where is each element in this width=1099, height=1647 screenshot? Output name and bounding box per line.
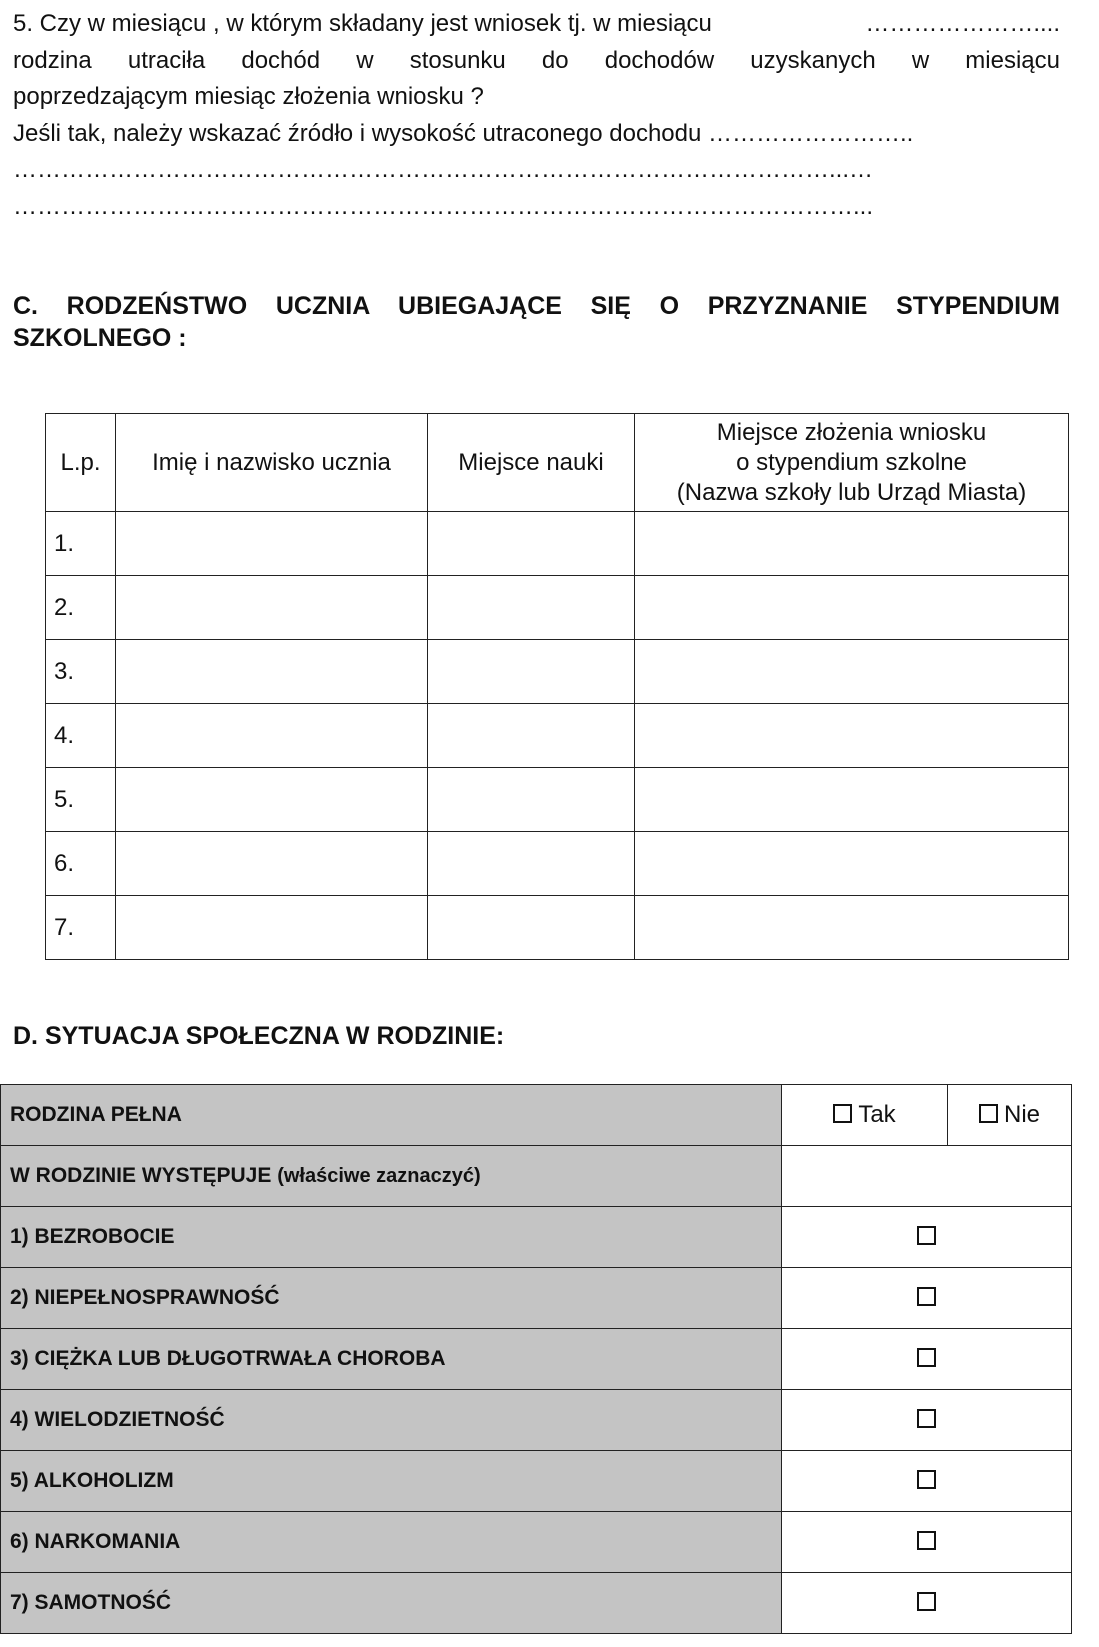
situation-checkbox-cell[interactable]: [782, 1268, 1072, 1329]
situation-checkbox-cell[interactable]: [782, 1451, 1072, 1512]
list-item: [1, 1573, 1072, 1634]
question-5-line-2: [13, 43, 1060, 80]
student-name-cell[interactable]: [116, 704, 428, 768]
table-row: [46, 640, 1069, 704]
school-place-cell[interactable]: [428, 704, 635, 768]
school-place-cell[interactable]: [428, 576, 635, 640]
col-lp: L.p.: [46, 414, 116, 512]
list-item: [1, 1451, 1072, 1512]
situation-checkbox-cell[interactable]: [782, 1390, 1072, 1451]
col-submission-line-2: o stypendium szkolne: [736, 448, 967, 476]
siblings-table-header: [46, 414, 1069, 512]
siblings-table: [45, 413, 1069, 960]
occurs-label-text: W RODZINIE WYSTĘPUJE: [10, 1164, 272, 1187]
full-family-no-option[interactable]: [948, 1085, 1072, 1146]
school-place-cell[interactable]: [428, 640, 635, 704]
list-item: [1, 1512, 1072, 1573]
full-family-label: RODZINA PEŁNA: [1, 1085, 782, 1146]
situation-checkbox-cell[interactable]: [782, 1329, 1072, 1390]
school-place-cell[interactable]: [428, 768, 635, 832]
question-5-line-6[interactable]: ……………………………………………………………………………………………...: [13, 192, 874, 220]
question-5-line-3: poprzedzającym miesiąc złożenia wniosku ?: [13, 83, 484, 110]
col-place: Miejsce nauki: [428, 414, 635, 512]
row-number: 4.: [46, 704, 116, 768]
row-number: 3.: [46, 640, 116, 704]
school-place-cell[interactable]: [428, 896, 635, 960]
school-place-cell[interactable]: [428, 512, 635, 576]
situation-checkbox-cell[interactable]: [782, 1573, 1072, 1634]
checkbox-icon[interactable]: [917, 1409, 936, 1428]
table-row: [46, 832, 1069, 896]
checkbox-icon[interactable]: [917, 1531, 936, 1550]
student-name-cell[interactable]: [116, 832, 428, 896]
section-d-heading: D. SYTUACJA SPOŁECZNA W RODZINIE:: [13, 1022, 505, 1050]
occurs-row: [1, 1146, 1072, 1207]
table-row: [46, 768, 1069, 832]
list-item: [1, 1390, 1072, 1451]
list-item: [1, 1207, 1072, 1268]
question-5-month-field[interactable]: …………………....: [865, 10, 1060, 37]
submission-place-cell[interactable]: [635, 640, 1069, 704]
student-name-cell[interactable]: [116, 576, 428, 640]
situation-label: 5) ALKOHOLIZM: [1, 1451, 782, 1512]
full-family-yes-option[interactable]: [782, 1085, 948, 1146]
section-c-heading-text-1: C. RODZEŃSTWO UCZNIA UBIEGAJĄCE SIĘ O PRZYZNANIE STYPENDIUM: [13, 292, 1060, 320]
situation-label: 7) SAMOTNOŚĆ: [1, 1573, 782, 1634]
section-c-heading-line-1: [13, 290, 1060, 322]
col-submission-line-1: Miejsce złożenia wniosku: [716, 418, 987, 446]
situation-checkbox-cell[interactable]: [782, 1207, 1072, 1268]
col-name: Imię i nazwisko ucznia: [116, 414, 428, 512]
checkbox-icon[interactable]: [917, 1226, 936, 1245]
student-name-cell[interactable]: [116, 896, 428, 960]
checkbox-icon[interactable]: [917, 1287, 936, 1306]
full-family-row: [1, 1085, 1072, 1146]
table-row: [46, 576, 1069, 640]
question-5: [13, 6, 1060, 225]
row-number: 7.: [46, 896, 116, 960]
occurs-label: [1, 1146, 782, 1207]
school-place-cell[interactable]: [428, 832, 635, 896]
question-5-line-4[interactable]: Jeśli tak, należy wskazać źródło i wysokość utraconego dochodu ……………………..: [13, 119, 914, 147]
list-item: [1, 1268, 1072, 1329]
table-row: [46, 512, 1069, 576]
table-row: [46, 704, 1069, 768]
submission-place-cell[interactable]: [635, 832, 1069, 896]
question-5-text-2: rodzina utraciła dochód w stosunku do dochodów uzyskanych w miesiącu: [13, 46, 1060, 74]
situation-label: 1) BEZROBOCIE: [1, 1207, 782, 1268]
row-number: 5.: [46, 768, 116, 832]
checkbox-icon[interactable]: [917, 1470, 936, 1489]
submission-place-cell[interactable]: [635, 896, 1069, 960]
row-number: 1.: [46, 512, 116, 576]
social-situation-table: [0, 1084, 1072, 1634]
checkbox-icon[interactable]: [979, 1104, 998, 1123]
submission-place-cell[interactable]: [635, 704, 1069, 768]
section-c-heading: [13, 290, 1060, 354]
submission-place-cell[interactable]: [635, 512, 1069, 576]
student-name-cell[interactable]: [116, 640, 428, 704]
col-submission-line-3: (Nazwa szkoły lub Urząd Miasta): [676, 478, 1027, 506]
section-c-heading-line-2: SZKOLNEGO :: [13, 324, 187, 352]
row-number: 6.: [46, 832, 116, 896]
submission-place-cell[interactable]: [635, 768, 1069, 832]
situation-checkbox-cell[interactable]: [782, 1512, 1072, 1573]
situation-label: 2) NIEPEŁNOSPRAWNOŚĆ: [1, 1268, 782, 1329]
row-number: 2.: [46, 576, 116, 640]
situation-label: 4) WIELODZIETNOŚĆ: [1, 1390, 782, 1451]
list-item: [1, 1329, 1072, 1390]
question-5-text-1: 5. Czy w miesiącu , w którym składany jest wniosek tj. w miesiącu: [13, 10, 712, 37]
situation-label: 6) NARKOMANIA: [1, 1512, 782, 1573]
question-5-line-5[interactable]: …………………………………………………………………………………………...…: [13, 156, 874, 183]
situation-label: 3) CIĘŻKA LUB DŁUGOTRWAŁA CHOROBA: [1, 1329, 782, 1390]
full-family-yes-label: Tak: [858, 1101, 896, 1128]
student-name-cell[interactable]: [116, 512, 428, 576]
col-submission: [635, 414, 1069, 512]
submission-place-cell[interactable]: [635, 576, 1069, 640]
occurs-note: (właściwe zaznaczyć): [277, 1165, 481, 1187]
checkbox-icon[interactable]: [833, 1104, 852, 1123]
checkbox-icon[interactable]: [917, 1592, 936, 1611]
table-row: [46, 896, 1069, 960]
full-family-no-label: Nie: [1003, 1101, 1040, 1128]
occurs-empty-cell: [782, 1146, 1072, 1207]
student-name-cell[interactable]: [116, 768, 428, 832]
question-5-line-1: [13, 6, 1060, 43]
checkbox-icon[interactable]: [917, 1348, 936, 1367]
